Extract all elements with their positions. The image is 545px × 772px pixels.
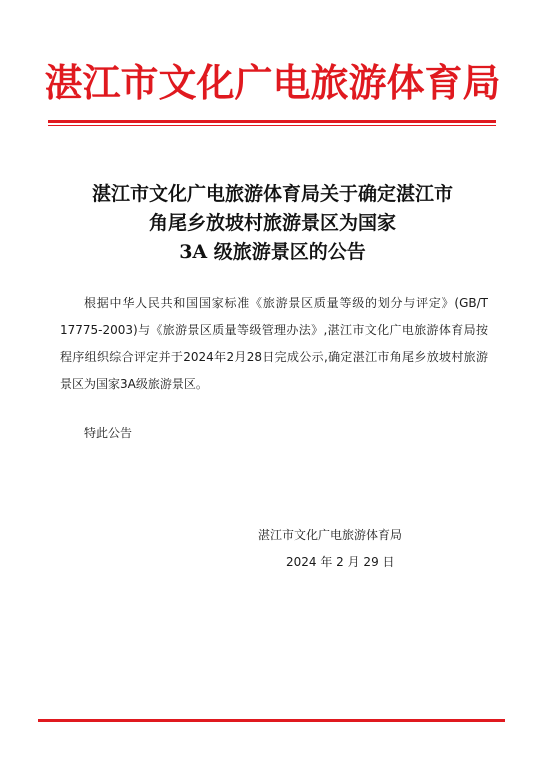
document-title: [0, 180, 545, 267]
footer-red-rule: [38, 719, 505, 722]
org-header-title: 湛江市文化广电旅游体育局: [44, 60, 501, 105]
signature-organization: 湛江市文化广电旅游体育局: [258, 528, 403, 542]
header-red-rule-thin: [48, 125, 496, 126]
closing-phrase: 特此公告: [84, 426, 133, 440]
document-title-line-1: 湛江市文化广电旅游体育局关于确定湛江市: [91, 183, 453, 205]
header-red-rule-thick: [48, 120, 496, 123]
document-title-line-2: 角尾乡放坡村旅游景区为国家: [148, 212, 396, 234]
announcement-body-paragraph: 根据中华人民共和国国家标准《旅游景区质量等级的划分与评定》(GB/T 17775-2003)与《旅游景区质量等级管理办法》,湛江市文化广电旅游体育局按程序组织综合评定并于2024年2月28日完成公示,确定湛江市角尾乡放坡村旅游景区为国家3A级旅游景区。: [60, 296, 488, 391]
document-title-line-3: 3A 级旅游景区的公告: [179, 241, 366, 263]
signature-date: 2024 年 2 月 29 日: [286, 555, 395, 569]
